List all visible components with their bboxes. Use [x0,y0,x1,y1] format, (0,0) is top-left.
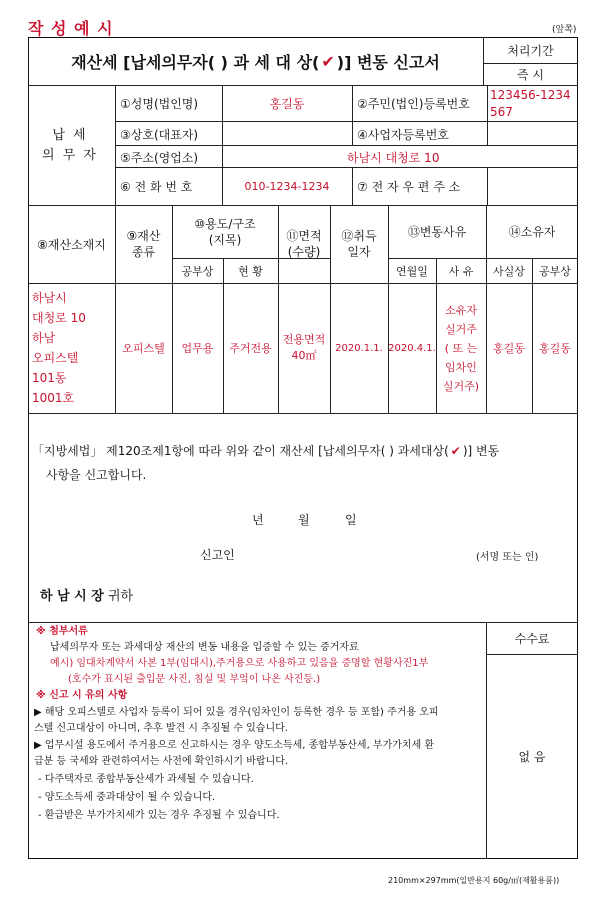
caution-5: - 환급받은 부가가치세가 있는 경우 추징될 수 있습니다. [38,810,280,821]
address-value: 하남시 대청로 10 [347,151,440,165]
caution-3: - 다주택자로 종합부동산세가 과세될 수 있습니다. [38,774,254,785]
check-mark-icon: ✔ [321,51,335,71]
col-reason-date: 연월일 [396,264,428,278]
processing-period-label: 처리기간 [507,43,554,58]
signature-note: (서명 또는 인) [476,552,539,563]
phone-value: 010-1234-1234 [244,179,330,193]
attach-text: 납세의무자 또는 과세대상 재산의 변동 내용을 입증할 수 있는 증거자료 [50,642,359,653]
row-reason-date: 2020.4.1. [388,342,436,354]
address-label: ⑤주소(영업소) [120,151,199,165]
row-usage-public: 업무용 [181,342,214,355]
col-reason: ⑬변동사유 [407,225,467,239]
phone-label: ⑥ 전 화 번 호 [120,180,193,194]
col-owner-public: 공부상 [539,264,571,278]
declaration-line-1: 「지방세법」 제120조제1항에 따라 위와 같이 재산세 [납세의무자( ) 과세대상( ✔ )] 변동 [32,444,500,458]
date-day: 일 [345,513,357,527]
caution-2a: ▶ 업무시설 용도에서 주거용으로 신고하시는 경우 양도소득세, 종합부동산세, 부가가치세 환 [34,740,435,751]
col-type: ⑨재산 종류 [126,229,161,259]
col-owner-actual: 사실상 [493,264,525,278]
row-location: 하남시 대청로 10 하남 오피스텔 101동 1001호 [32,291,86,405]
col-area: ⑪면적 (수량) [286,229,322,259]
row-area: 전용면적 40㎡ [282,333,326,362]
col-reason-reason: 사 유 [448,264,474,278]
col-usage-public: 공부상 [181,264,214,278]
col-owner: ⑭소유자 [508,225,556,239]
date-month: 월 [298,513,310,527]
caution-1b: 스텔 신고대상이 아니며, 추후 발견 시 추징될 수 있습니다. [34,723,288,734]
row-owner-public: 홍길동 [539,342,571,355]
resident-no-value: 123456-1234 567 [490,88,571,119]
taxpayer-section-label: 납 세 의 무 자 [42,128,98,163]
col-acq-date: ⑫취득 일자 [341,229,377,259]
name-label: ①성명(법인명) [120,97,199,111]
name-value: 홍길동 [269,96,305,111]
sample-label: 작 성 예 시 [28,19,114,38]
form-title: 재산세 [납세의무자( ) 과 세 대 상( ✔ )] 변동 신고서 [71,51,440,72]
reporter-label: 신고인 [200,548,235,562]
attach-title: ※ 첨부서류 [36,626,88,637]
resident-no-label: ②주민(법인)등록번호 [357,97,470,111]
page-side-note: (앞쪽) [552,25,577,35]
caution-1a: ▶ 해당 오피스텔로 사업자 등록이 되어 있을 경우(임차인이 등록한 경우 등 포함) 주거용 오피 [34,707,439,718]
col-location: ⑧재산소재지 [37,237,106,252]
row-reason: 소유자 실거주 ( 또 는 임차인 실거주) [442,303,480,393]
row-usage-actual: 주거전용 [229,342,272,355]
caution-title: ※ 신고 시 유의 사항 [36,690,128,701]
row-type: 오피스텔 [122,342,165,355]
declaration-line-2: 사항을 신고합니다. [46,468,147,482]
business-no-label: ④사업자등록번호 [357,128,449,142]
paper-spec: 210mm×297mm(일반용지 60g/㎡(재활용품)) [388,876,560,885]
check-mark-icon-2: ✔ [450,444,461,458]
email-label: ⑦ 전 자 우 편 주 소 [357,180,461,194]
recipient: 하 남 시 장 귀하 [40,589,134,604]
processing-period-value: 즉 시 [517,67,544,82]
company-label: ③상호(대표자) [120,128,199,142]
caution-4: - 양도소득세 중과대상이 될 수 있습니다. [38,792,216,803]
date-year: 년 [252,513,264,527]
row-acq-date: 2020.1.1. [335,342,383,354]
row-owner-actual: 홍길동 [493,342,525,355]
attach-example-2: (호수가 표시된 출입문 사진, 침실 및 부엌이 나온 사진등.) [68,674,321,685]
attach-example-1: 예시) 임대차계약서 사본 1부(임대시),주거용으로 사용하고 있음을 증명할 현황사진1부 [50,658,429,669]
col-usage-actual: 현 황 [238,264,263,278]
col-usage: ⑩용도/구조 (지목) [194,216,256,247]
caution-2b: 급분 등 국세와 관련하여서는 사전에 확인하시기 바랍니다. [34,756,289,767]
fee-label: 수수료 [514,631,550,646]
fee-value: 없 음 [518,750,546,764]
